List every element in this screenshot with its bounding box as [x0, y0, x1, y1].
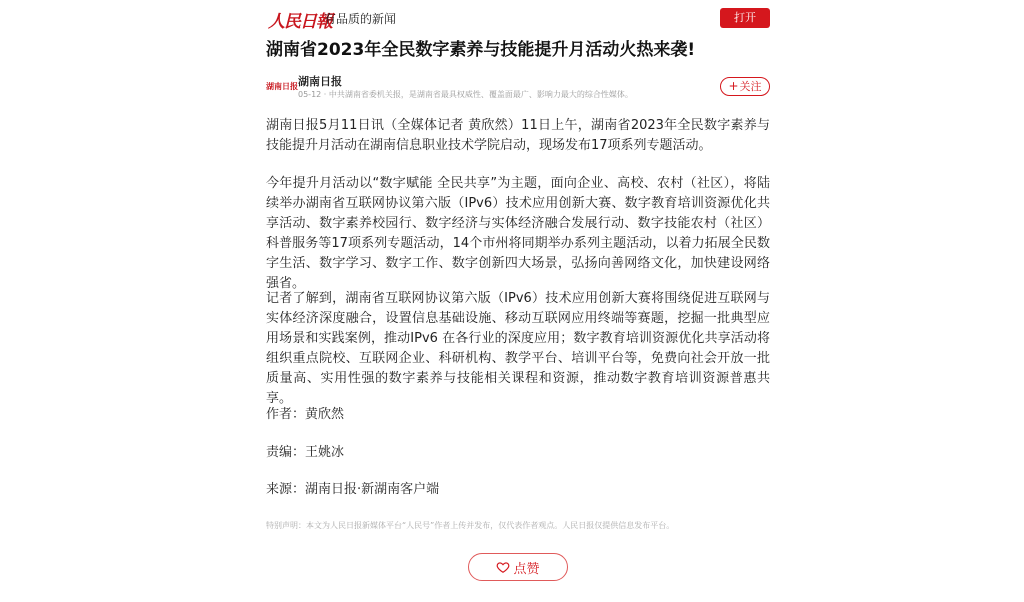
- article-paragraph: 今年提升月活动以“数字赋能 全民共享”为主题，面向企业、高校、农村（社区），将陆续举办湖南省互联网协议第六版（IPv6）技术应用创新大赛、数字教育培训资源优化共享活动、数字素养校园行、数字经济与实体经济融合发展行动、数字技能农村（社区）科普服务等17项系列专题活动，14个市州将同期举办系列主题活动，以着力拓展全民数字生活、数字学习、数字工作、数字创新四大场景，弘扬向善网络文化，加快建设网络强省。: [266, 176, 770, 291]
- author-row: [266, 72, 770, 102]
- author-meta: 05-12 · 中共湖南省委机关报，是湖南省最具权威性、覆盖面最广、影响力最大的综合性媒体。: [298, 90, 633, 99]
- author-description: 中共湖南省委机关报，是湖南省最具权威性、覆盖面最广、影响力最大的综合性媒体。: [328, 90, 633, 99]
- brand-slogan: 有品质的新闻: [324, 12, 397, 26]
- article-title: 湖南省2023年全民数字素养与技能提升月活动火热来袭!: [266, 40, 696, 60]
- like-label: 点赞: [513, 561, 540, 577]
- article-paragraph: 湖南日报5月11日讯（全媒体记者 黄欣然）11日上午，湖南省2023年全民数字素养与技能提升月活动在湖南信息职业技术学院启动，现场发布17项系列专题活动。: [266, 118, 770, 153]
- plus-icon: +: [728, 79, 739, 93]
- article-editor-line: 责编：王姚冰: [266, 445, 345, 460]
- like-button[interactable]: [468, 553, 568, 581]
- publish-date: 05-12: [298, 90, 322, 99]
- article-source-line: 来源：湖南日报·新湖南客户端: [266, 482, 440, 497]
- follow-label: 关注: [739, 80, 762, 93]
- follow-button[interactable]: [720, 77, 770, 96]
- disclaimer: 特别声明：本文为人民日报新媒体平台“人民号”作者上传并发布，仅代表作者观点。人民日报仅提供信息发布平台。: [266, 521, 675, 530]
- author-name[interactable]: 湖南日报: [298, 75, 342, 88]
- author-avatar[interactable]: 湖南日报: [266, 81, 298, 91]
- top-bar: [266, 0, 770, 36]
- brand-logo[interactable]: 人民日報: [268, 12, 332, 32]
- article-paragraph: 记者了解到，湖南省互联网协议第六版（IPv6）技术应用创新大赛将围绕促进互联网与实体经济深度融合，设置信息基础设施、移动互联网应用终端等赛题，挖掘一批典型应用场景和实践案例，推动IPv6 在各行业的深度应用；数字教育培训资源优化共享活动将组织重点院校、互联网企业、科研机构、教学平台、培训平台等，免费向社会开放一批质量高、实用性强的数字素养与技能相关课程和资源，推动数字教育培训资源普惠共享。: [266, 291, 770, 406]
- heart-icon: [496, 560, 510, 574]
- open-app-button[interactable]: 打开: [720, 8, 770, 28]
- article-author-line: 作者：黄欣然: [266, 407, 345, 422]
